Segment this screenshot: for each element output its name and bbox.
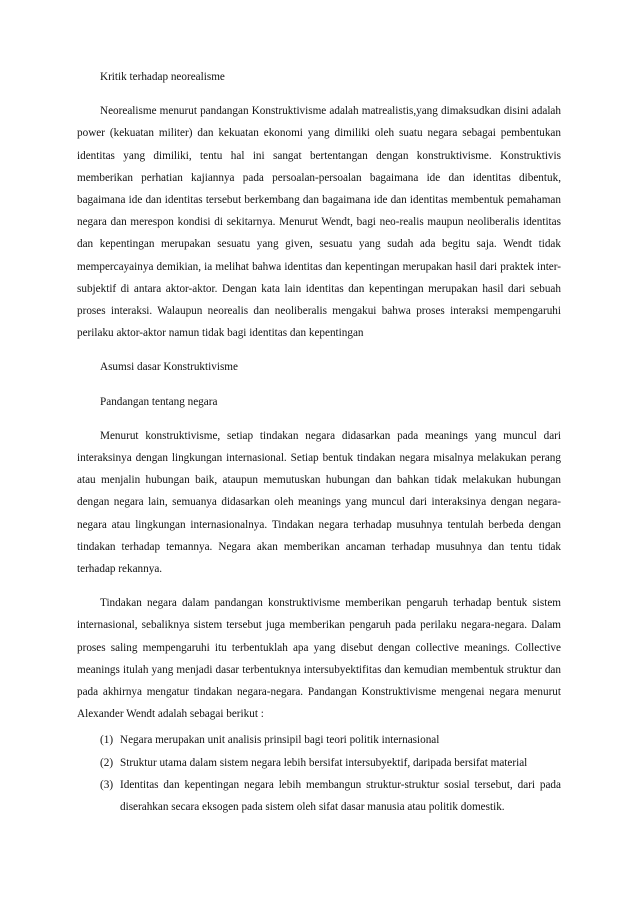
heading-kritik-neorealisme: Kritik terhadap neorealisme [100, 71, 225, 83]
list-item [100, 752, 561, 774]
paragraph-tindakan-negara: Menurut konstruktivisme, setiap tindakan negara didasarkan pada meanings yang muncul dari interaksinya dengan lingkungan internasional. Setiap bentuk tindakan negara misalnya melakukan perang atau menjalin hubungan baik, ataupun memutuskan hubungan dan bahkan tidak melakukan hubungan dengan negara lain, semuanya didasarkan oleh meanings yang muncul dari interaksinya dengan negara-negara atau lingkungan internasionalnya. Tindakan negara terhadap musuhnya tentulah berbeda dengan tindakan terhadap temannya. Negara akan memberikan ancaman terhadap musuhnya dan tentu tidak terhadap rekannya. [77, 429, 561, 576]
list-item [100, 729, 561, 751]
list-item-text: Identitas dan kepentingan negara lebih membangun struktur-struktur sosial tersebut, dari pada diserahkan secara eksogen pada sistem oleh sifat dasar manusia atau politik domestik. [120, 778, 561, 814]
heading-asumsi-dasar: Asumsi dasar Konstruktivisme [100, 361, 238, 374]
paragraph-neorealisme: Neorealisme menurut pandangan Konstruktivisme adalah matrealistis,yang dimaksudkan disini adalah power (kekuatan militer) dan kekuatan ekonomi yang dimiliki oleh suatu negara sebagai pembentukan identitas yang dimiliki, tentu hal ini sangat bertentangan dengan konstruktivisme. Konstruktivis memberikan perhatian kajiannya pada persoalan-persoalan bagaimana ide dan identitas dibentuk, bagaimana ide dan identitas tersebut berkembang dan bagaimana ide dan identitas membentuk pemahaman negara dan merespon kondisi di sekitarnya. Menurut Wendt, bagi neo-realis maupun neoliberalis identitas dan kepentingan merupakan sesuatu yang given, sesuatu yang sudah ada begitu saja. Wendt tidak mempercayainya demikian, ia melihat bahwa identitas dan kepentingan merupakan hasil dari praktek inter-subjektif di antara aktor-aktor. Dengan kata lain identitas dan kepentingan merupakan hasil dari sebuah proses interaksi. Walaupun neorealis dan neoliberalis mengakui bahwa proses interaksi mempengaruhi perilaku aktor-aktor namun tidak bagi identitas dan kepentingan [77, 105, 561, 340]
list-item-text: Struktur utama dalam sistem negara lebih bersifat intersubyektif, daripada bersifat material [120, 756, 528, 769]
list-item-text: Negara merupakan unit analisis prinsipil bagi teori politik internasional [120, 734, 440, 747]
paragraph-sistem-internasional: Tindakan negara dalam pandangan konstruktivisme memberikan pengaruh terhadap bentuk sistem internasional, sebaliknya sistem tersebut juga memberikan pengaruh pada perilaku negara-negara. Dalam proses saling mempengaruhi itu terbentuklah apa yang disebut dengan collective meanings. Collective meanings itulah yang menjadi dasar terbentuknya intersubyektifitas dan kemudian membentuk struktur dan pada akhirnya mengatur tindakan negara-negara. Pandangan Konstruktivisme mengenai negara menurut Alexander Wendt adalah sebagai berikut : [77, 597, 561, 721]
list-item [100, 774, 561, 818]
list-item-number: (1) [100, 734, 114, 747]
heading-pandangan-negara: Pandangan tentang negara [100, 395, 218, 408]
list-item-number: (3) [100, 778, 114, 791]
document-page [77, 66, 561, 818]
list-item-number: (2) [100, 756, 114, 769]
wendt-list [77, 729, 561, 818]
